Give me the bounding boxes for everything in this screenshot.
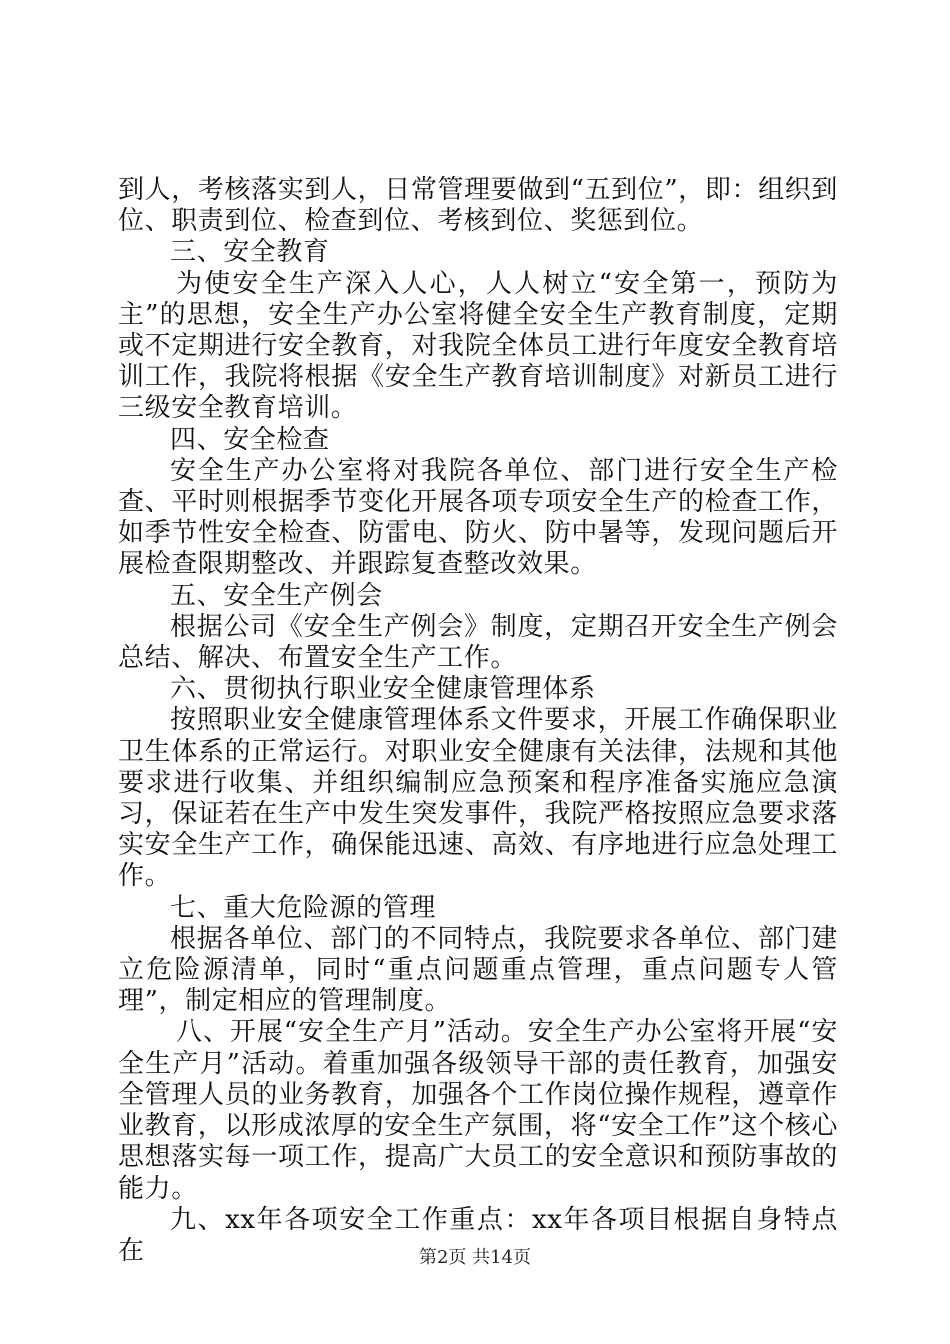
- paragraph-safety-month: 八、开展“安全生产月”活动。安全生产办公室将开展“安全生产月”活动。着重加强各级领导干部的责任教育，加强安全管理人员的业务教育，加强各个工作岗位操作规程，遵章作业教育，以形成浓厚的安全生产氛围，将“安全工作”这个核心思想落实每一项工作，提高广大员工的安全意识和预防事故的能力。: [118, 1017, 838, 1204]
- section-heading-safety-inspection: 四、安全检查: [170, 424, 330, 455]
- paragraph-safety-education: 为使安全生产深入人心，人人树立“安全第一，预防为主”的思想，安全生产办公室将健全安全生产教育制度，定期或不定期进行安全教育，对我院全体员工进行年度安全教育培训工作，我院将根据《安全生产教育培训制度》对新员工进行三级安全教育培训。: [118, 268, 838, 424]
- paragraph-hazard-management: 根据各单位、部门的不同特点，我院要求各单位、部门建立危险源清单，同时“重点问题重点管理，重点问题专人管理”，制定相应的管理制度。: [118, 923, 838, 1017]
- section-heading-safety-meeting: 五、安全生产例会: [170, 580, 383, 611]
- section-heading-health-management: 六、贯彻执行职业安全健康管理体系: [170, 674, 596, 705]
- paragraph-key-points: 九、xx年各项安全工作重点：xx年各项目根据自身特点在: [118, 1204, 838, 1266]
- paragraph-continuation: 到人，考核落实到人，日常管理要做到“五到位”，即：组织到位、职责到位、检查到位、考核到位、奖惩到位。: [118, 175, 838, 237]
- paragraph-health-management: 按照职业安全健康管理体系文件要求，开展工作确保职业卫生体系的正常运行。对职业安全健康有关法律，法规和其他要求进行收集、并组织编制应急预案和程序准备实施应急演习，保证若在生产中发生突发事件，我院严格按照应急要求落实安全生产工作，确保能迅速、高效、有序地进行应急处理工作。: [118, 705, 838, 892]
- section-heading-hazard-management: 七、重大危险源的管理: [170, 892, 437, 923]
- paragraph-safety-meeting: 根据公司《安全生产例会》制度，定期召开安全生产例会总结、解决、布置安全生产工作。: [118, 611, 838, 674]
- section-heading-safety-education: 三、安全教育: [170, 237, 330, 268]
- document-body: [118, 175, 838, 1267]
- paragraph-safety-inspection: 安全生产办公室将对我院各单位、部门进行安全生产检查、平时则根据季节变化开展各项专项安全生产的检查工作，如季节性安全检查、防雷电、防火、防中暑等，发现问题后开展检查限期整改、并跟踪复查整改效果。: [118, 455, 838, 580]
- page-footer: 第2页 共14页: [418, 1247, 532, 1268]
